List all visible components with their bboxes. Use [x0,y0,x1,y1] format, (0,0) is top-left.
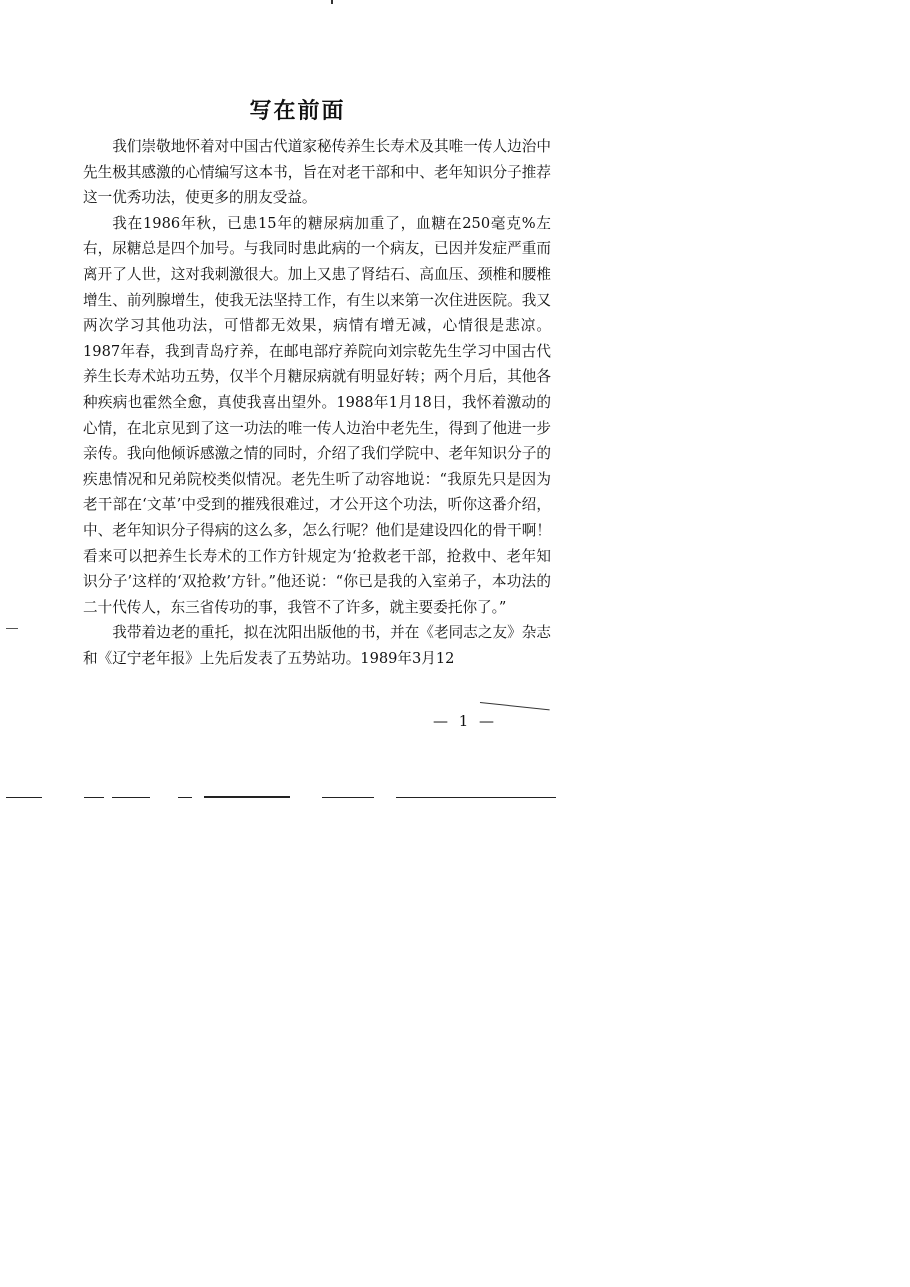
handwritten-underline [480,702,550,710]
page-title: 写在前面 [249,98,346,124]
margin-mark [6,628,18,629]
page-number: — 1 — [432,712,498,730]
scan-artifact-line [322,797,374,798]
paragraph: 我在1986年秋，已患15年的糖尿病加重了，血糖在250毫克%左右，尿糖总是四个加号。与我同时患此病的一个病友，已因并发症严重而离开了人世，这对我刺激很大。加上又患了肾结石、高血压、颈椎和腰椎增生、前列腺增生，使我无法坚持工作，有生以来第一次住进医院。我又两次学习其他功法，可惜都无效果，病情有增无减，心情很是悲凉。1987年春，我到青岛疗养，在邮电部疗养院向刘宗乾先生学习中国古代养生长寿术站功五势，仅半个月糖尿病就有明显好转；两个月后，其他各种疾病也霍然全愈，真使我喜出望外。1988年1月18日，我怀着激动的心情，在北京见到了这一功法的唯一传人边治中老先生，得到了他进一步亲传。我向他倾诉感激之情的同时，介绍了我们学院中、老年知识分子的疾患情况和兄弟院校类似情况。老先生听了动容地说：“我原先只是因为老干部在‘文革’中受到的摧残很难过，才公开这个功法，听你这番介绍，中、老年知识分子得病的这么多，怎么行呢？他们是建设四化的骨干啊！看来可以把养生长寿术的工作方针规定为‘抢救老干部，抢救中、老年知识分子’这样的‘双抢救’方针。”他还说：“你已是我的入室弟子，本功法的二十代传人，东三省传功的事，我管不了许多，就主要委托你了。” [83,214,551,616]
scan-artifact-line [112,797,150,798]
scan-artifact-line [204,796,290,798]
scan-artifact-line [6,797,42,798]
scan-artifact-line [178,797,192,798]
paragraph: 我们崇敬地怀着对中国古代道家秘传养生长寿术及其唯一传人边治中先生极其感激的心情编写这本书，旨在对老干部和中、老年知识分子推荐这一优秀功法，使更多的朋友受益。 [83,138,551,207]
scan-artifact-line [396,797,556,798]
scan-artifact-line [84,797,104,798]
body-text [83,134,551,671]
scan-artifact-mark [331,0,333,4]
paragraph: 我带着边老的重托，拟在沈阳出版他的书，并在《老同志之友》杂志和《辽宁老年报》上先后发表了五势站功。1989年3月12 [83,624,551,667]
